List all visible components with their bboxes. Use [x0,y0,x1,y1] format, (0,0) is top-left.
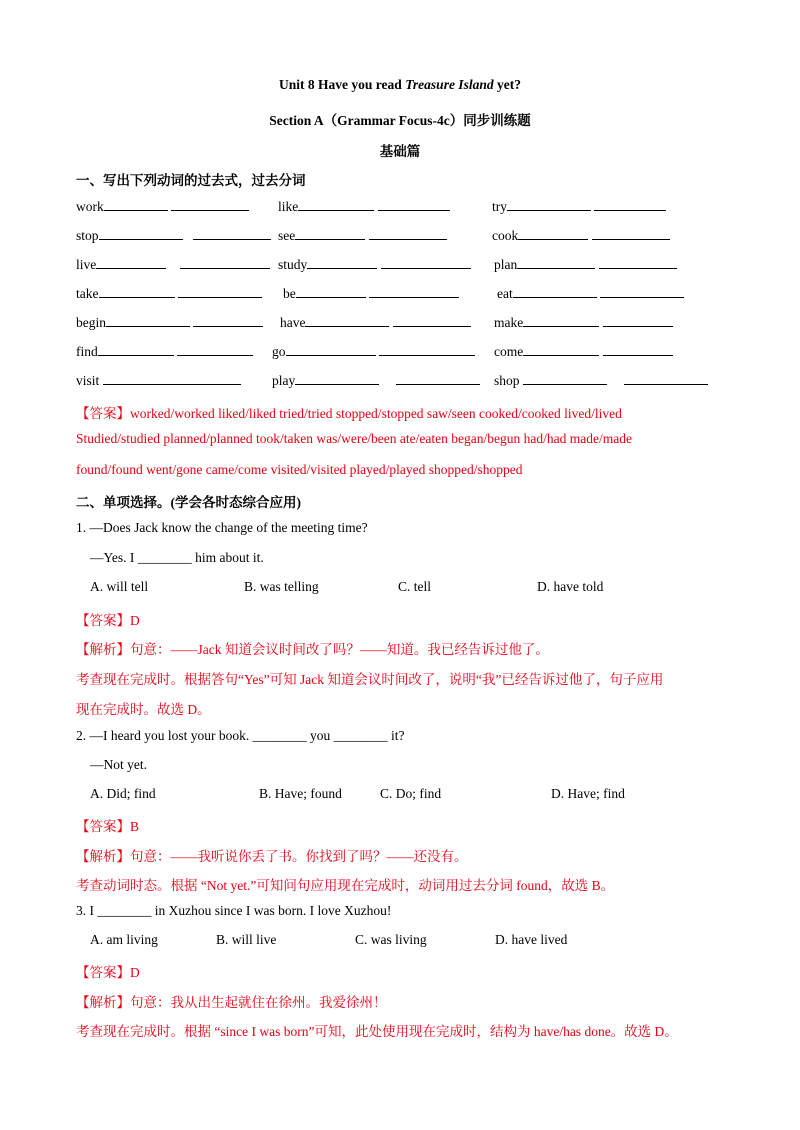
verb-item: shop [494,372,708,389]
verb-item: begin [76,314,263,331]
answer-label: 【答案】D [76,965,140,980]
question-stem: 2. —I heard you lost your book. ________ you ________ it? [76,728,405,743]
question-stem: —Not yet. [90,757,147,772]
analysis-line: 考查动词时态。根据 “Not yet.”可知问句应用现在完成时，动词用过去分词 found，故选 B。 [76,878,615,893]
verb-item: go [272,343,475,360]
question-stem: —Yes. I ________ him about it. [90,550,264,565]
document-subtitle: Section A（Grammar Focus-4c）同步训练题 [269,113,531,128]
analysis-line: 考查现在完成时。根据 “since I was born”可知，此处使用现在完成时，结构为 have/has done。故选 D。 [76,1024,678,1039]
document-title: Unit 8 Have you read Treasure Island yet? [279,77,521,92]
verb-item: cook [492,227,670,244]
verb-item: try [492,198,666,215]
option-a: A. am living [90,932,158,947]
verb-item: plan [494,256,677,273]
option-c: C. was living [355,932,427,947]
analysis-line: 现在完成时。故选 D。 [76,702,211,717]
part1-heading: 一、写出下列动词的过去式，过去分词 [76,173,306,188]
answer-line: Studied/studied planned/planned took/taken was/were/been ate/eaten began/begun had/had made/made [76,431,632,446]
answer-line: found/found went/gone came/come visited/visited played/played shopped/shopped [76,462,523,477]
verb-item: find [76,343,253,360]
verb-item: work [76,198,249,215]
verb-item: live [76,256,270,273]
option-a: A. Did; find [90,786,156,801]
analysis-line: 【解析】句意：——我听说你丢了书。你找到了吗？——还没有。 [76,849,468,864]
option-d: D. Have; find [551,786,625,801]
book-title: Treasure Island [405,77,494,92]
analysis-line: 考查现在完成时。根据答句“Yes”可知 Jack 知道会议时间改了，说明“我”已经告诉过他了，句子应用 [76,672,664,687]
answer-label: 【答案】B [76,819,140,834]
verb-item: visit [76,372,241,389]
option-b: B. will live [216,932,277,947]
verb-item: have [280,314,471,331]
verb-item: play [272,372,480,389]
verb-item: make [494,314,673,331]
verb-item: come [494,343,673,360]
option-c: C. Do; find [380,786,442,801]
option-b: B. was telling [244,579,319,594]
analysis-line: 【解析】句意：——Jack 知道会议时间改了吗？——知道。我已经告诉过他了。 [76,642,549,657]
question-stem: 1. —Does Jack know the change of the meeting time? [76,520,368,535]
verb-item: see [278,227,447,244]
level-label: 基础篇 [379,144,421,159]
verb-item: stop [76,227,271,244]
option-c: C. tell [398,579,431,594]
verb-item: like [278,198,450,215]
verb-item: eat [497,285,684,302]
answer-line: 【答案】worked/worked liked/liked tried/tried stopped/stopped saw/seen cooked/cooked lived/lived [76,406,622,421]
analysis-line: 【解析】句意：我从出生起就住在徐州。我爱徐州！ [76,995,387,1010]
verb-item: be [283,285,459,302]
answer-label: 【答案】D [76,613,140,628]
option-b: B. Have; found [259,786,342,801]
part2-heading: 二、单项选择。(学会各时态综合应用) [76,495,301,510]
option-a: A. will tell [90,579,149,594]
verb-item: study [278,256,471,273]
option-d: D. have told [537,579,604,594]
verb-item: take [76,285,262,302]
option-d: D. have lived [495,932,568,947]
question-stem: 3. I ________ in Xuzhou since I was born. I love Xuzhou! [76,903,392,918]
